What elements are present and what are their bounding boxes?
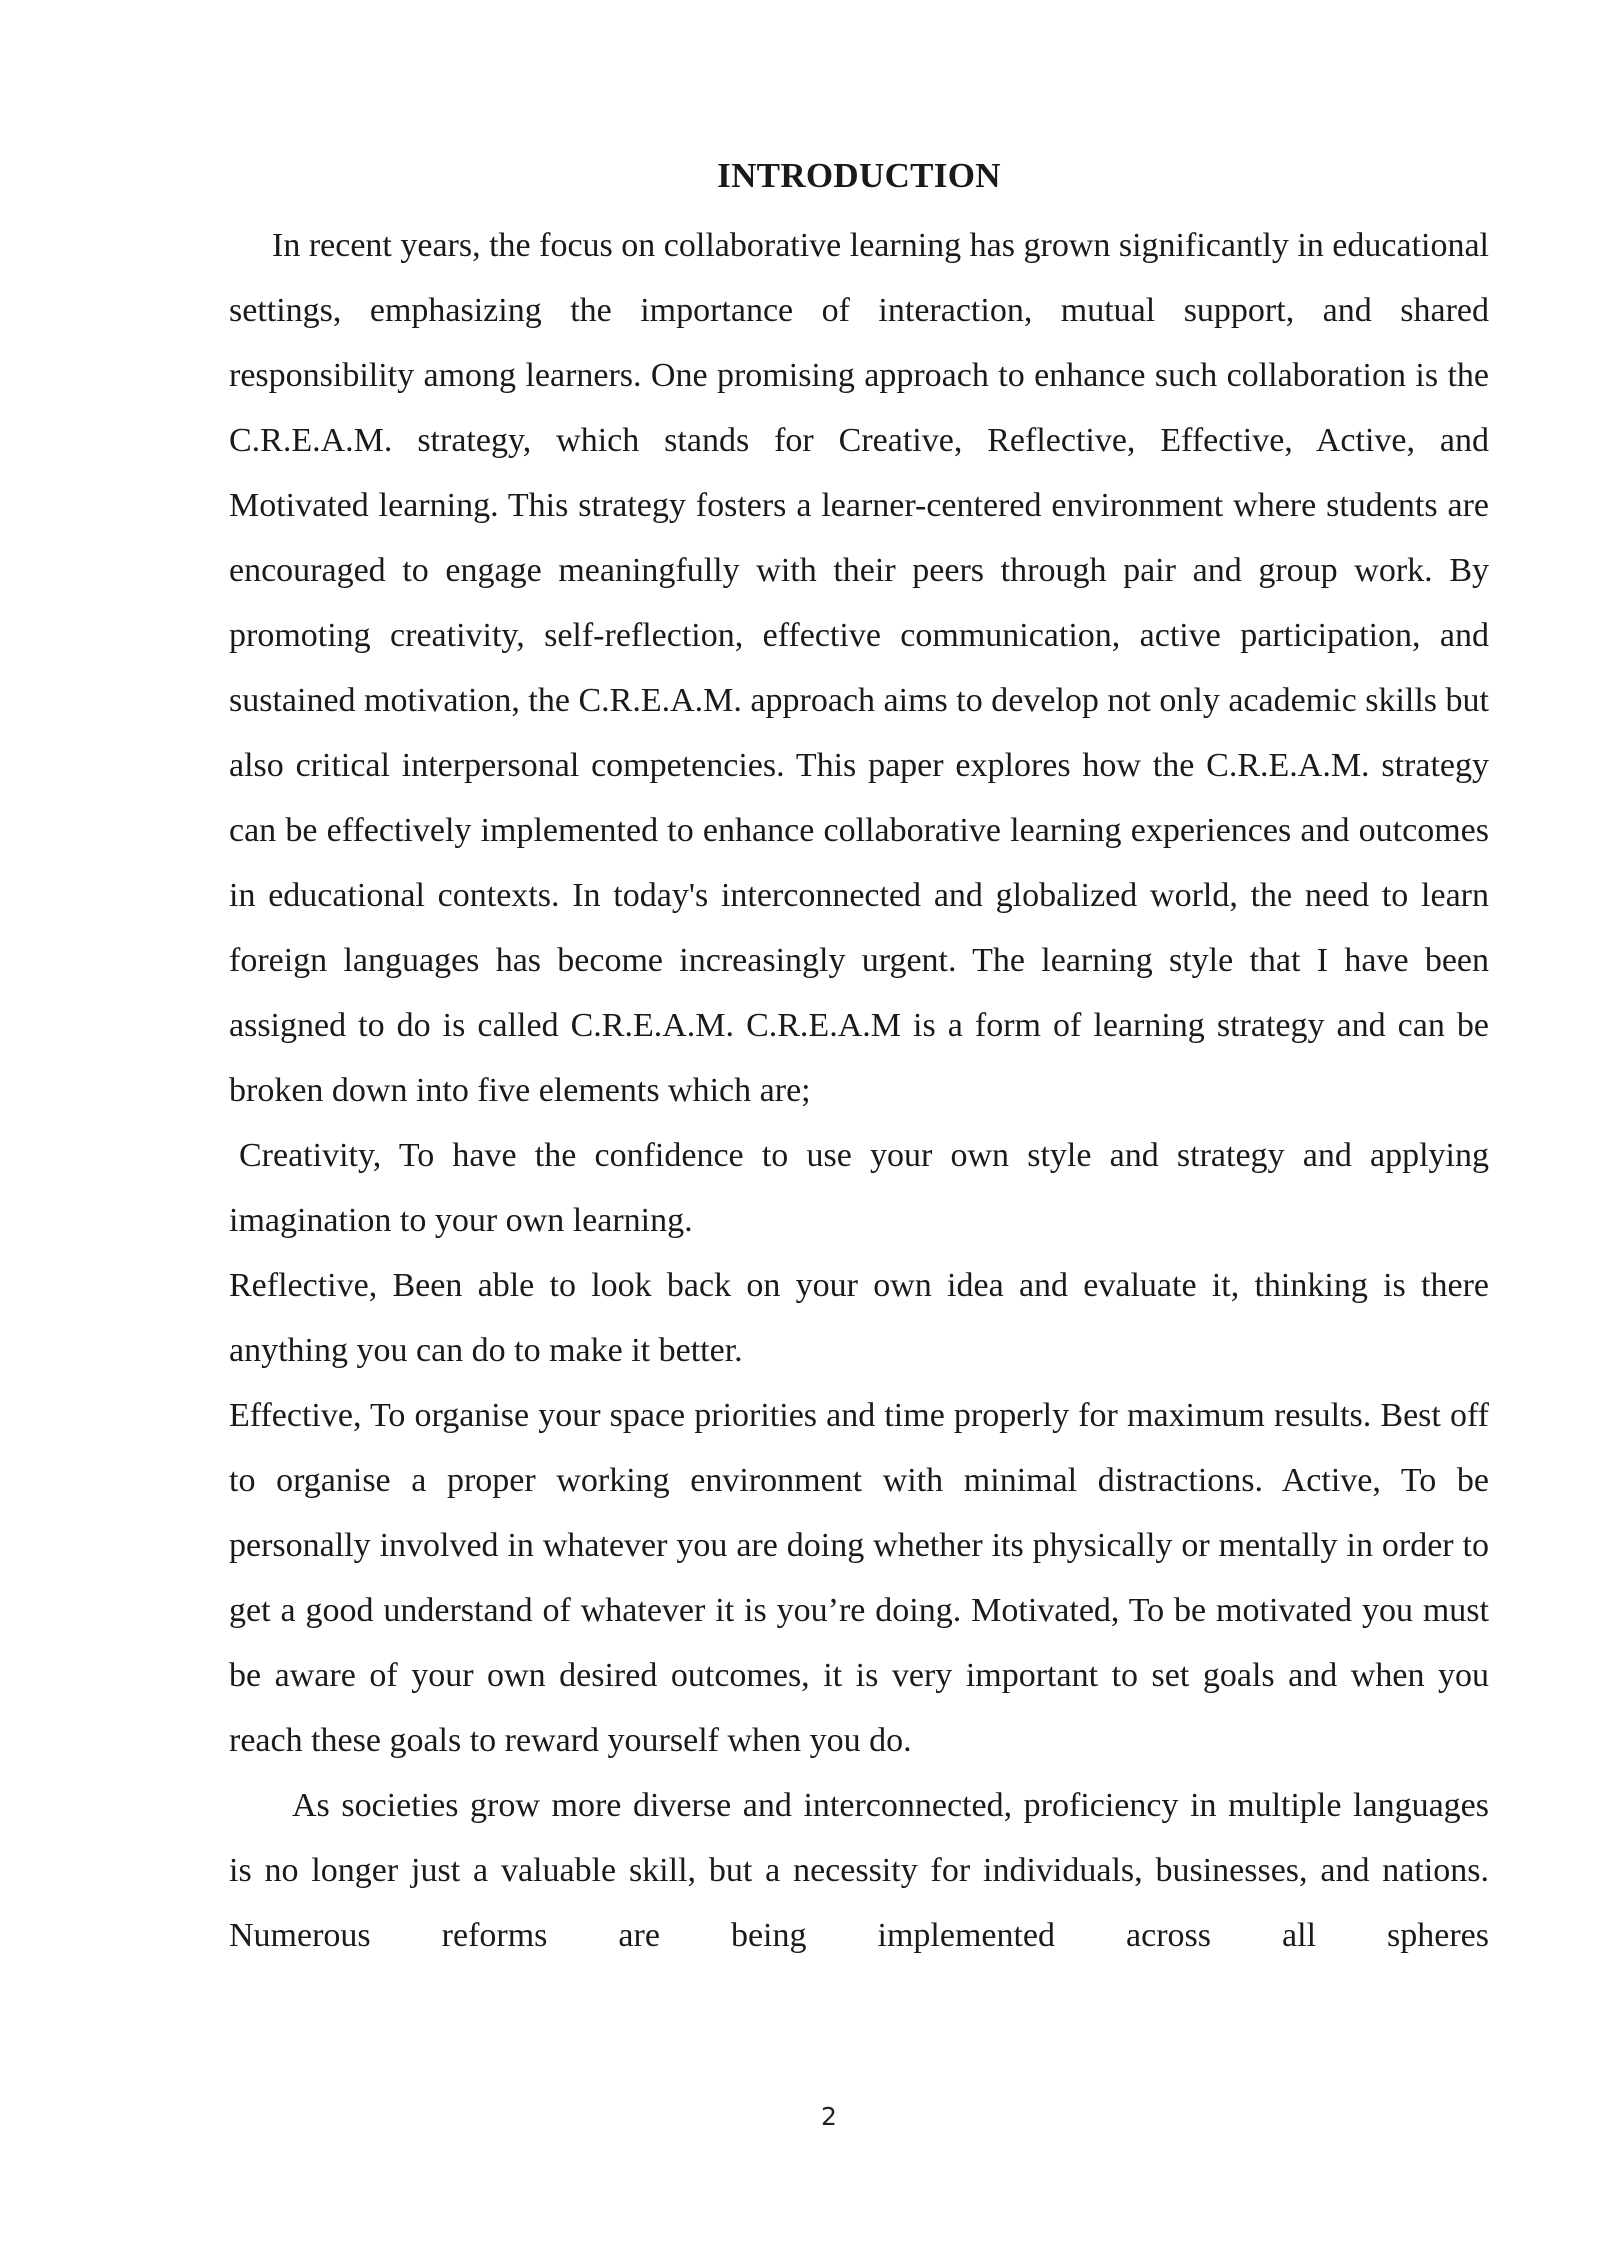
effective-active-motivated-paragraph: Effective, To organise your space priorities and time properly for maximum results. Best off to organise a proper working environment with minimal distractions. Active, To be personally involved in whatever you are doing whether its physically or mentally in order to get a good understand of whatever it is you’re doing. Motivated, To be motivated you must be aware of your own desired outcomes, it is very important to set goals and when you reach these goals to reward yourself when you do.: [229, 1397, 1489, 1759]
section-title: INTRODUCTION: [717, 156, 1001, 195]
document-body: [229, 148, 1489, 1968]
intro-paragraph: In recent years, the focus on collaborative learning has grown significantly in educational settings, emphasizing the importance of interaction, mutual support, and shared responsibility among learners. One promising approach to enhance such collaboration is the C.R.E.A.M. strategy, which stands for Creative, Reflective, Effective, Active, and Motivated learning. This strategy fosters a learner-centered environment where students are encouraged to engage meaningfully with their peers through pair and group work. By promoting creativity, self-reflection, effective communication, active participation, and sustained motivation, the C.R.E.A.M. approach aims to develop not only academic skills but also critical interpersonal competencies. This paper explores how the C.R.E.A.M. strategy can be effectively implemented to enhance collaborative learning experiences and outcomes in educational contexts. In today's interconnected and globalized world, the need to learn foreign languages has become increasingly urgent. The learning style that I have been assigned to do is called C.R.E.A.M. C.R.E.A.M is a form of learning strategy and can be broken down into five elements which are;: [229, 227, 1489, 1109]
societies-paragraph: As societies grow more diverse and interconnected, proficiency in multiple languages is no longer just a valuable skill, but a necessity for individuals, businesses, and nations. Numerous reforms are being implemented across all spheres: [229, 1787, 1489, 1954]
creativity-paragraph: Creativity, To have the confidence to use your own style and strategy and applying imagination to your own learning.: [229, 1137, 1489, 1239]
reflective-paragraph: Reflective, Been able to look back on your own idea and evaluate it, thinking is there anything you can do to make it better.: [229, 1267, 1489, 1369]
page-number: 2: [821, 2102, 837, 2131]
